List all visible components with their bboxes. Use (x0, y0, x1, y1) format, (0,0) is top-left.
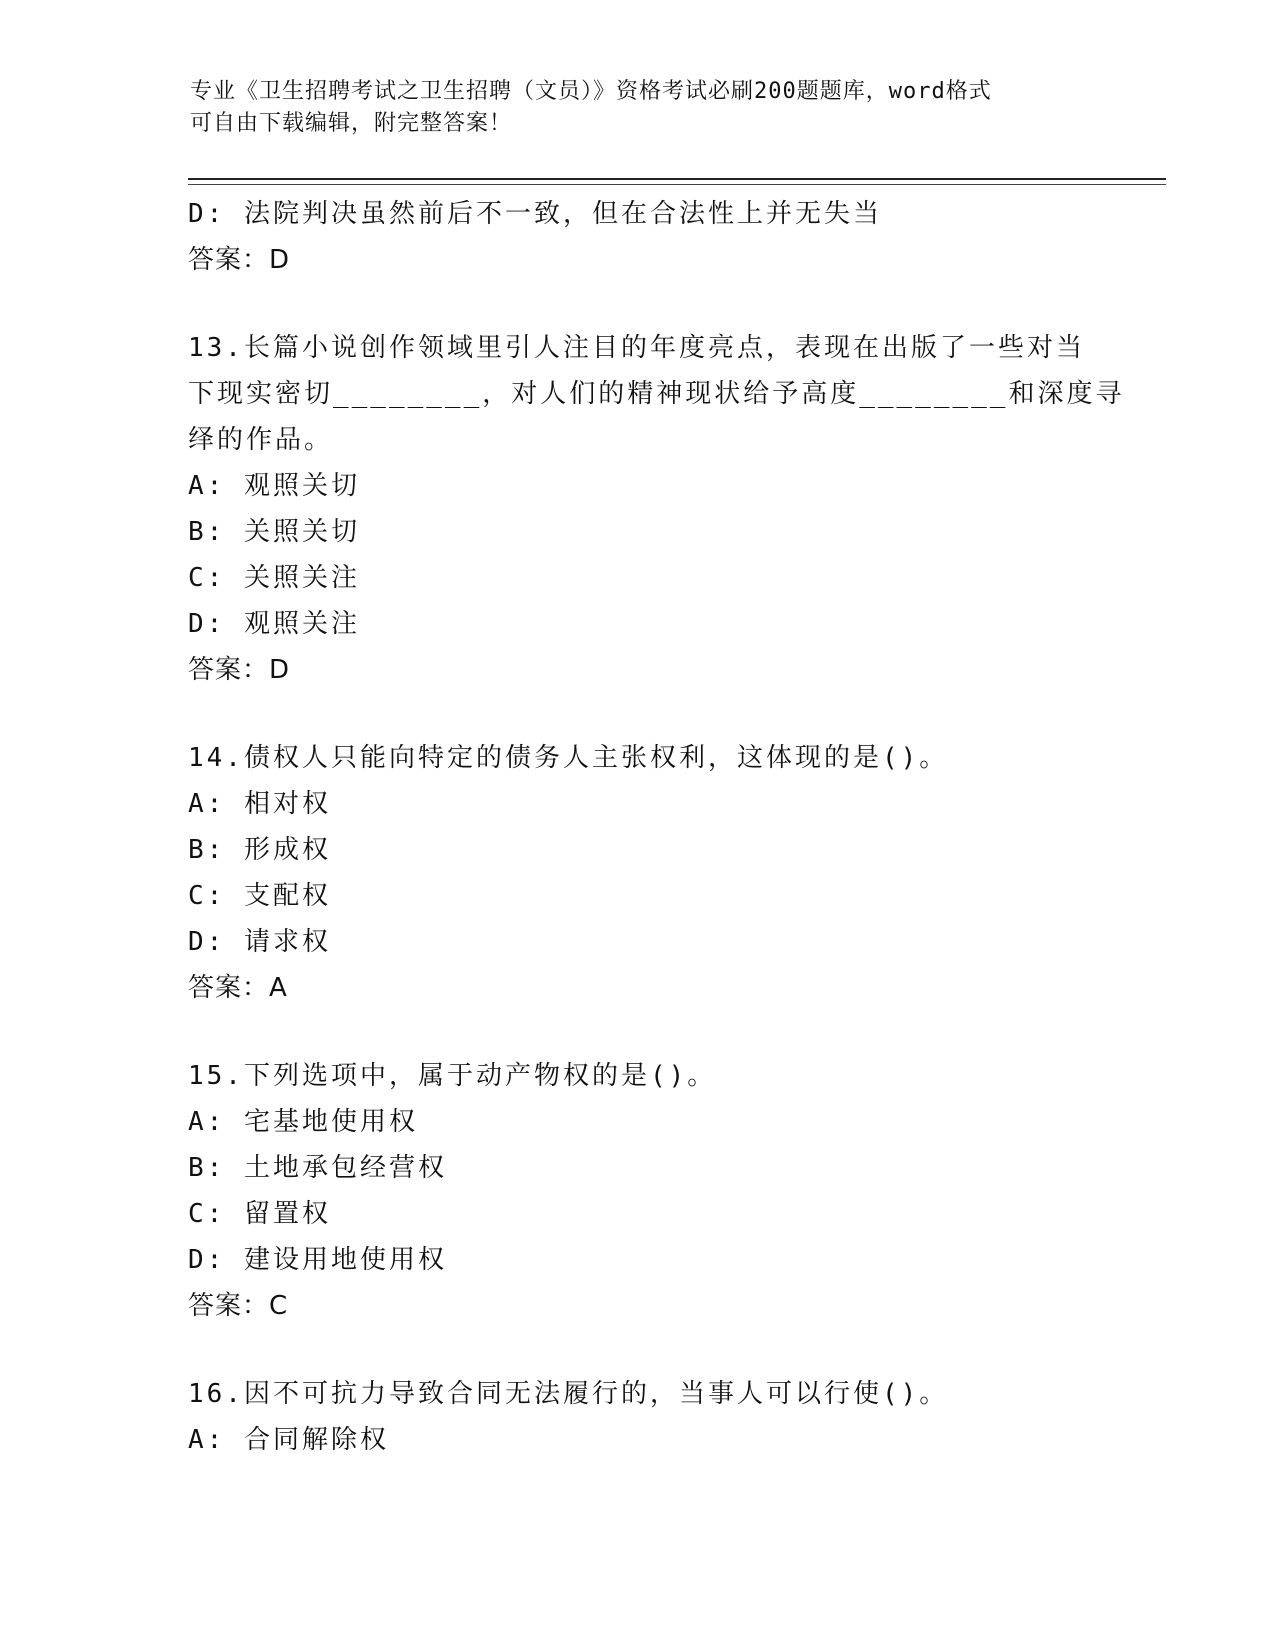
header-title-line-1: 专业《卫生招聘考试之卫生招聘（文员）》资格考试必刷200题题库，word格式 (190, 79, 992, 104)
header-title-line-2: 可自由下载编辑，附完整答案！ (190, 111, 513, 136)
option-b: B: 形成权 (188, 835, 331, 865)
option-c: C: 支配权 (188, 881, 331, 911)
option-a: A: 相对权 (188, 789, 331, 819)
document-body (188, 191, 1125, 1463)
question-stem-line: 绎的作品。 (188, 425, 334, 455)
question-13 (188, 325, 1125, 693)
question-stem-line: 14.债权人只能向特定的债务人主张权利，这体现的是()。 (188, 743, 949, 773)
option-a: A: 观照关切 (188, 471, 360, 501)
option-a: A: 宅基地使用权 (188, 1107, 418, 1137)
option-c: C: 留置权 (188, 1199, 331, 1229)
question-stem-line: 13.长篇小说创作领域里引人注目的年度亮点，表现在出版了一些对当 (188, 333, 1085, 363)
answer-line: 答案：A (188, 973, 288, 1003)
question-stem-line: 16.因不可抗力导致合同无法履行的，当事人可以行使()。 (188, 1379, 949, 1409)
question-12-continuation (188, 191, 1088, 283)
question-14 (188, 735, 1088, 1011)
answer-line: 答案：D (188, 655, 291, 685)
header-divider-thick (188, 178, 1166, 180)
option-d: D: 请求权 (188, 927, 331, 957)
question-16 (188, 1371, 1088, 1463)
option-b: B: 关照关切 (188, 517, 360, 547)
document-header (190, 76, 1090, 140)
option-d: D: 法院判决虽然前后不一致，但在合法性上并无失当 (188, 199, 882, 229)
option-b: B: 土地承包经营权 (188, 1153, 447, 1183)
option-a: A: 合同解除权 (188, 1425, 389, 1455)
option-c: C: 关照关注 (188, 563, 360, 593)
option-d: D: 观照关注 (188, 609, 360, 639)
answer-line: 答案：C (188, 1291, 289, 1321)
header-divider-thin (188, 184, 1166, 185)
question-stem-line: 15.下列选项中，属于动产物权的是()。 (188, 1061, 717, 1091)
answer-line: 答案：D (188, 245, 291, 275)
question-stem-line: 下现实密切________，对人们的精神现状给予高度________和深度寻 (188, 379, 1125, 409)
option-d: D: 建设用地使用权 (188, 1245, 447, 1275)
question-15 (188, 1053, 1088, 1329)
